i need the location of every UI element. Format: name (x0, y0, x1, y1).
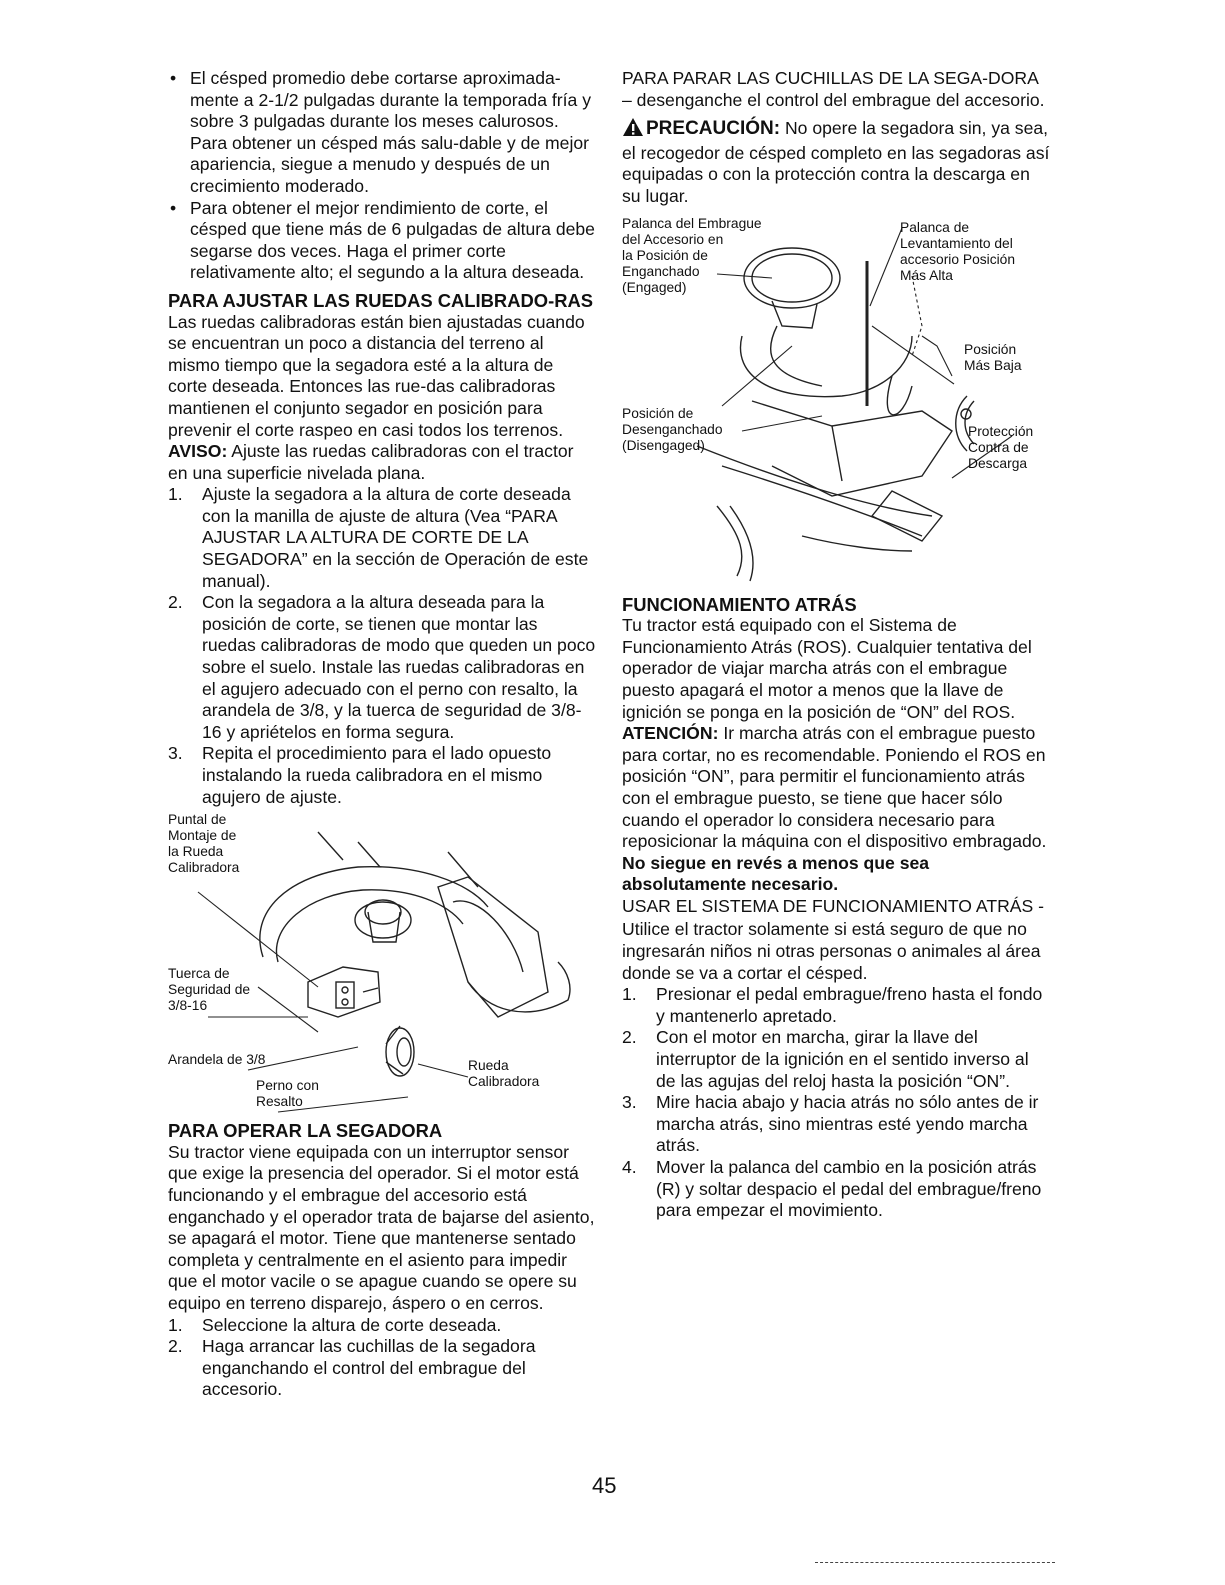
step-text: Seleccione la altura de corte deseada. (202, 1314, 502, 1335)
atencion-bold-text: No siegue en revés a menos que sea absolutamente necesario. (622, 852, 930, 895)
page-number: 45 (592, 1473, 617, 1498)
step-number: 3. (622, 1092, 637, 1113)
step-text: Con la segadora a la altura deseada para la posición de corte, se tienen que montar las ruedas calibradoras de modo que queden un poco sobre el suelo. Instale las ruedas calibradoras en el agujero adecuado con el perno con resalto, la arandela de 3/8, y la tuerca de seguridad de 3/8-16 y apriételos en forma segura. (202, 592, 596, 742)
wheels-paragraph: Las ruedas calibradoras están bien ajustadas cuando se encuentran un poco a distancia del terreno al mismo tiempo que la segadora esté a la altura de corte deseada. Entonces las rue-das calibradoras mantienen el conjunto segador en posición para prevenir el corte raspeo en casi todos los terrenos. (168, 311, 585, 440)
label-lowest-position: Posición Más Baja (964, 341, 1022, 373)
atencion-paragraph (622, 723, 1052, 896)
step-number: 1. (168, 1314, 183, 1335)
warning-icon (622, 117, 644, 143)
ros-paragraph: Tu tractor está equipado con el Sistema de Funcionamiento Atrás (ROS). Cualquier tentativa del operador de viajar marcha atrás con el embrague puesto apagará el motor a menos que la llave de ignición se ponga en la posición de “ON” del ROS. (622, 615, 1032, 722)
atencion-text: Ir marcha atrás con el embrague puesto para cortar, no es recomendable. Poniendo el ROS en posición “ON”, para permitir el funcionamiento atrás con el embrague puesto, se tiene que hacer sólo cuando el operador lo considera necesario para reposicionar la máquina con el dispositivo embragado. (622, 723, 1047, 852)
aviso-text: Ajuste las ruedas calibradoras con el tractor en una superficie nivelada plana. (168, 441, 574, 483)
step-number: 2. (168, 592, 183, 613)
list-item (622, 1157, 1052, 1222)
list-item (622, 984, 1052, 1027)
heading-operate-mower: PARA OPERAR LA SEGADORA (168, 1120, 443, 1142)
label-discharge-guard: Protección Contra de Descarga (968, 423, 1034, 471)
label-tuerca: Tuerca de Seguridad de 3/8-16 (168, 966, 251, 1014)
step-number: 1. (168, 484, 183, 505)
stop-blades-paragraph: PARA PARAR LAS CUCHILLAS DE LA SEGA-DORA – desenganche el control del embrague del accesorio. (622, 68, 1045, 110)
left-column (168, 68, 596, 1401)
list-item (168, 1336, 596, 1401)
heading-reverse-operation: FUNCIONAMIENTO ATRÁS (622, 593, 857, 615)
ros-steps-list (622, 984, 1052, 1222)
step-text: Mover la palanca del cambio en la posición atrás (R) y soltar despacio el pedal del embrague/freno para empezar el movimiento. (656, 1157, 1042, 1221)
aviso-label: AVISO: (168, 441, 228, 462)
precaucion-paragraph (622, 117, 1052, 207)
label-arandela: Arandela de 3/8 (168, 1052, 266, 1068)
label-lift-lever: Palanca de Levantamiento del accesorio Posición Más Alta (900, 219, 1016, 283)
step-number: 4. (622, 1157, 637, 1177)
operate-paragraph: Su tractor viene equipada con un interruptor sensor que exige la presencia del operador. Si el motor está funcionando y el embrague del accesorio está enganchado y el operador trata de bajarse del asiento, se apagará el motor. Tiene que mantenerse sentado completa y centralmente en el asiento para impedir que el motor vacile o se apague cuando se opere su equipo en terreno disparejo, áspero o en cerros. (168, 1141, 595, 1313)
gauge-wheel-figure (168, 812, 596, 1120)
lawn-tips-list (168, 68, 596, 284)
step-text: Ajuste la segadora a la altura de corte deseada con la manilla de ajuste de altura (Vea “PARA AJUSTAR LA ALTURA DE CORTE DE LA SEGADORA” en la sección de Operación de este manual). (202, 484, 589, 591)
label-rueda: Rueda Calibradora (468, 1058, 540, 1090)
list-item (168, 1315, 596, 1337)
step-text: Con el motor en marcha, girar la llave del interruptor de la ignición en el sentido inverso al de las agujas del reloj hasta la posición “ON”. (656, 1027, 1029, 1091)
step-number: 1. (622, 984, 637, 1005)
atencion-label: ATENCIÓN: (622, 723, 719, 744)
label-clutch-engaged: Palanca del Embrague del Accesorio en la Posición de Enganchado (Engaged) (622, 215, 762, 295)
list-item (168, 484, 596, 592)
step-text: Repita el procedimiento para el lado opuesto instalando la rueda calibradora en el mismo agujero de ajuste. (202, 743, 552, 807)
right-column (622, 68, 1052, 1222)
label-puntal: Puntal de Montaje de la Rueda Calibradora (168, 812, 240, 876)
list-item: • El césped promedio debe cortarse aproximada-mente a 2-1/2 pulgadas durante la temporada fría y sobre 3 pulgadas durante los meses calurosos. Para obtener un césped más salu-dable y de mejor apariencia, siegue a menudo y después de un crecimiento moderado. (168, 68, 596, 198)
step-text: Haga arrancar las cuchillas de la segadora enganchando el control del embrague del accesorio. (202, 1336, 536, 1400)
usar-heading: USAR EL SISTEMA DE FUNCIONAMIENTO ATRÁS - (622, 895, 1044, 916)
list-item (168, 743, 596, 808)
precaucion-label: PRECAUCIÓN: (646, 118, 781, 140)
wheel-steps-list (168, 484, 596, 808)
heading-adjust-wheels: PARA AJUSTAR LAS RUEDAS CALIBRADO-RAS (168, 289, 594, 311)
tractor-controls-figure (622, 216, 1052, 588)
list-item (168, 592, 596, 743)
operate-steps-list (168, 1315, 596, 1401)
label-clutch-disengaged: Posición de Desenganchado (Disengaged) (622, 405, 723, 453)
label-perno: Perno con Resalto (256, 1078, 319, 1110)
step-text: Presionar el pedal embrague/freno hasta el fondo y mantenerlo apretado. (656, 984, 1043, 1026)
list-item (622, 1027, 1052, 1092)
precaucion-text: No opere la segadora sin, ya sea, el recogedor de césped completo en las segadoras así equipadas o con la protección contra la descarga en su lugar. (622, 118, 1050, 206)
usar-paragraph: Utilice el tractor solamente si está seguro de que no ingresarán niños ni otras personas o animales al área donde se va a cortar el césped. (622, 919, 1041, 983)
footer-divider (815, 1562, 1055, 1565)
step-number: 2. (622, 1027, 637, 1048)
step-number: 3. (168, 743, 183, 764)
step-number: 2. (168, 1336, 183, 1357)
list-item (622, 1092, 1052, 1157)
list-item: • Para obtener el mejor rendimiento de corte, el césped que tiene más de 6 pulgadas de altura debe segarse dos veces. Haga el primer corte relativamente alto; el segundo a la altura deseada. (168, 198, 596, 284)
aviso-paragraph (168, 441, 596, 484)
step-text: Mire hacia abajo y hacia atrás no sólo antes de ir marcha atrás, sino mientras esté yendo marcha atrás. (656, 1092, 1039, 1156)
